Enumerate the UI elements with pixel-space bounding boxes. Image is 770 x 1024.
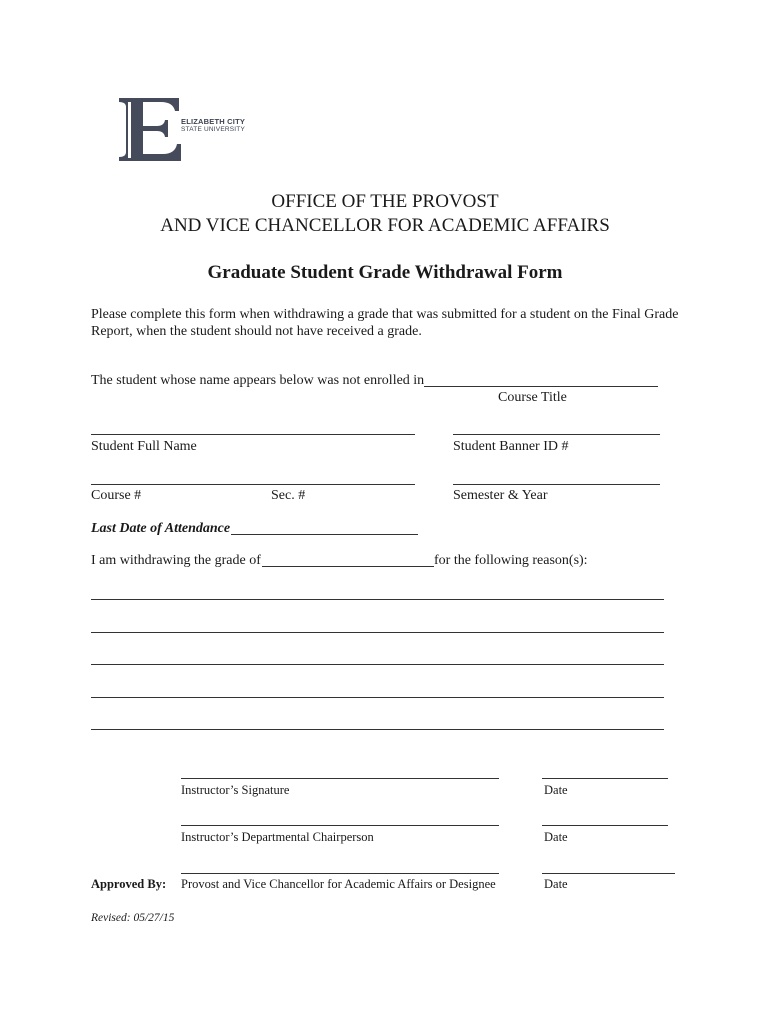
instructor-date-field[interactable]: [542, 778, 668, 779]
logo-name-line2: STATE UNIVERSITY: [181, 126, 245, 133]
withdrawing-grade-suffix: for the following reason(s):: [434, 553, 588, 568]
student-full-name-field[interactable]: [91, 434, 415, 435]
instructor-date-label: Date: [544, 783, 568, 797]
withdrawing-grade-prefix: I am withdrawing the grade of: [91, 553, 261, 568]
logo-name-line1: ELIZABETH CITY: [181, 117, 246, 126]
logo-e-mark: [117, 97, 183, 163]
instructor-signature-field[interactable]: [181, 778, 499, 779]
course-title-label: Course Title: [498, 390, 567, 405]
provost-date-field[interactable]: [542, 873, 675, 874]
student-banner-id-label: Student Banner ID #: [453, 439, 569, 454]
reason-line-4[interactable]: [91, 697, 664, 698]
chairperson-label: Instructor’s Departmental Chairperson: [181, 830, 374, 844]
last-date-attendance-field[interactable]: [231, 534, 418, 535]
withdrawn-grade-field[interactable]: [262, 566, 434, 567]
provost-date-label: Date: [544, 877, 568, 891]
section-label: Sec. #: [271, 488, 306, 503]
provost-label: Provost and Vice Chancellor for Academic Affairs or Designee: [181, 877, 496, 891]
instructor-signature-label: Instructor’s Signature: [181, 783, 290, 797]
office-title-line2: AND VICE CHANCELLOR FOR ACADEMIC AFFAIRS: [160, 215, 610, 236]
semester-year-field[interactable]: [453, 484, 660, 485]
chairperson-date-field[interactable]: [542, 825, 668, 826]
revised-date: Revised: 05/27/15: [91, 912, 175, 924]
reason-line-3[interactable]: [91, 664, 664, 665]
provost-signature-field[interactable]: [181, 873, 499, 874]
student-full-name-label: Student Full Name: [91, 439, 197, 454]
intro-line1: Please complete this form when withdrawing a grade that was submitted for a student on the Final Grade: [91, 307, 679, 322]
last-date-attendance-label: Last Date of Attendance: [91, 521, 231, 536]
student-banner-id-field[interactable]: [453, 434, 660, 435]
approved-by-label: Approved By:: [91, 877, 167, 891]
intro-line2: Report, when the student should not have received a grade.: [91, 324, 422, 339]
course-title-field[interactable]: [424, 386, 658, 387]
reason-line-1[interactable]: [91, 599, 664, 600]
semester-year-label: Semester & Year: [453, 488, 548, 503]
reason-line-2[interactable]: [91, 632, 664, 633]
reason-line-5[interactable]: [91, 729, 664, 730]
chairperson-date-label: Date: [544, 830, 568, 844]
course-number-label: Course #: [91, 488, 142, 503]
university-logo: [117, 97, 246, 163]
chairperson-signature-field[interactable]: [181, 825, 499, 826]
form-title: Graduate Student Grade Withdrawal Form: [207, 262, 563, 283]
enrollment-statement: The student whose name appears below was not enrolled in: [91, 373, 425, 388]
office-title-line1: OFFICE OF THE PROVOST: [271, 191, 499, 212]
course-section-field[interactable]: [91, 484, 415, 485]
